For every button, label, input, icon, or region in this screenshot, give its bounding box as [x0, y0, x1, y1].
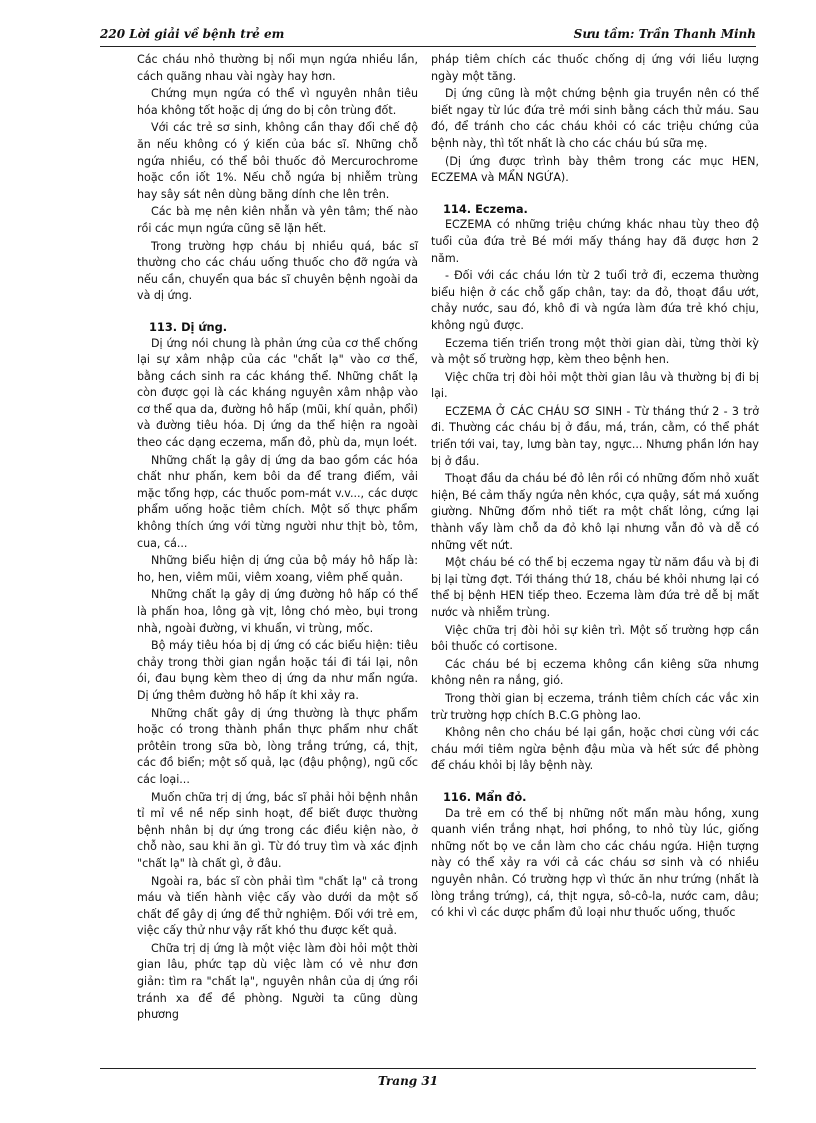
paragraph: Chữa trị dị ứng là một việc làm đòi hỏi một thời gian lâu, phức tạp dù việc làm có vẻ như đơn giản: tìm ra "chất lạ", nguyên nhân của dị ứng rồi tránh xa để đề phòng. Người ta cũng dùng phương — [137, 941, 418, 1022]
right-column — [431, 52, 759, 923]
paragraph: Các bà mẹ nên kiên nhẫn và yên tâm; thế nào rồi các mụn ngứa cũng sẽ lặn hết. — [137, 205, 418, 235]
page-number: Trang 31 — [377, 1074, 439, 1088]
paragraph: Dị ứng cũng là một chứng bệnh gia truyền nên có thể biết ngay từ lúc đứa trẻ mới sinh bằng cách thử máu. Sau đó, để tránh cho các cháu khỏi có các triệu chứng của bệnh này, thì tốt nhất là cho các cháu bú sữa mẹ. — [431, 87, 759, 150]
paragraph: (Dị ứng được trình bày thêm trong các mục HEN, ECZEMA và MẨN NGỨA). — [431, 154, 759, 185]
paragraph: Dị ứng nói chung là phản ứng của cơ thể chống lại sự xâm nhập của các "chất lạ" vào cơ thể, bằng cách sinh ra các kháng thể. Những chất lạ còn được gọi là các kháng nguyên xâm nhập vào cơ thể qua da, đường hô hấp (mũi, khí quản, phổi) và đường tiêu hóa. Dị ứng da thể hiện ra ngoài theo các dạng eczema, mẩn đỏ, phù da, mụn loét. — [137, 336, 418, 450]
section-heading-113: 113. Dị ứng. — [149, 319, 228, 334]
paragraph: Da trẻ em có thể bị những nốt mẩn màu hồng, xung quanh viền trắng nhạt, hơi phồng, to nhỏ tùy lúc, giống những nốt bọ ve cắn làm cho các cháu ngứa. Hiện tượng này có thể xảy ra với cả các cháu sơ sinh và có nhiều nguyên nhân. Có trường hợp vì thức ăn như trứng (nhất là lòng trắng trứng), cá, thịt ngựa, sô-cô-la, nước cam, dâu; có khi vì các dược phẩm đủ loại như thuốc uống, thuốc — [431, 806, 759, 920]
compiler-credit: Sưu tầm: Trần Thanh Minh — [573, 27, 756, 41]
paragraph: Trong trường hợp cháu bị nhiều quá, bác sĩ thường cho các cháu uống thuốc cho đỡ ngứa và nếu cần, chuyển qua bác sĩ chuyên bệnh ngoài da và dị ứng. — [137, 239, 418, 303]
paragraph: Những chất lạ gây dị ứng da bao gồm các hóa chất như phấn, kem bôi da để trang điểm, vải mặc tổng hợp, các thuốc pom-mát v.v..., các dược phẩm uống hoặc tiêm chích. Một số thực phẩm không thích ứng với từng người như thịt bò, tôm, cua, cá... — [137, 453, 418, 550]
paragraph: Những biểu hiện dị ứng của bộ máy hô hấp là: ho, hen, viêm mũi, viêm xoang, viêm phế quản. — [137, 554, 418, 584]
paragraph: Muốn chữa trị dị ứng, bác sĩ phải hỏi bệnh nhân tỉ mỉ về nề nếp sinh hoạt, để biết được thường bệnh nhân bị dự ứng trong các điều kiện nào, ở chỗ nào, sau khi ăn gì. Từ đó truy tìm và xác định "chất lạ" là chất gì, ở đâu. — [137, 790, 418, 870]
paragraph: Bộ máy tiêu hóa bị dị ứng có các biểu hiện: tiêu chảy trong thời gian ngắn hoặc tái đi tái lại, nôn ói, đau bụng kèm theo dị ứng da như mẩn ngứa. Dị ứng thêm đường hô hấp ít khi xảy ra. — [137, 639, 418, 702]
paragraph: Việc chữa trị đòi hỏi sự kiên trì. Một số trường hợp cần bôi thuốc có cortisone. — [431, 623, 759, 654]
paragraph: Thoạt đầu da cháu bé đỏ lên rồi có những đốm nhỏ xuất hiện, Bé cảm thấy ngứa nên khóc, cựa quậy, sát má xuống giường. Những đốm nhỏ tiết ra một chất lỏng, cứng lại thành vẩy làm chỗ da đỏ khô lại nhưng vẫn đỏ và dễ có những vết nứt. — [431, 472, 759, 552]
header-rule — [100, 46, 756, 47]
paragraph: Eczema tiến triển trong một thời gian dài, từng thời kỳ và một số trường hợp, kèm theo bệnh hen. — [431, 336, 759, 367]
paragraph: Một cháu bé có thể bị eczema ngay từ năm đầu và bị đi bị lại từng đợt. Tới tháng thứ 18, cháu bé khỏi nhưng lại có thể bị bệnh HEN tiếp theo. Eczema làm đứa trẻ dễ bị mất nước và nhiễm trùng. — [431, 556, 759, 619]
paragraph: Trong thời gian bị eczema, tránh tiêm chích các vắc xin trừ trường hợp chích B.C.G phòng lao. — [431, 691, 759, 722]
section-heading-116: 116. Mẩn đỏ. — [443, 789, 527, 804]
section-heading-114: 114. Eczema. — [443, 201, 528, 216]
paragraph: Những chất gây dị ứng thường là thực phẩm hoặc có trong thành phần thực phẩm như chất prôtêin trong sữa bò, lòng trắng trứng, cá, thịt, các đồ biển; một số quả, lạc (đậu phộng), ngũ cốc các loại... — [137, 706, 418, 786]
paragraph: Ngoài ra, bác sĩ còn phải tìm "chất lạ" cả trong máu và tiến hành việc cấy vào dưới da một số chất để gây dị ứng để thử nghiệm. Đối với trẻ em, việc cấy thử như vậy rất khó thu được kết quả. — [137, 874, 418, 938]
paragraph: Việc chữa trị đòi hỏi một thời gian lâu và thường bị đi bị lại. — [431, 370, 759, 401]
paragraph: Không nên cho cháu bé lại gần, hoặc chơi cùng với các cháu mới tiêm ngừa bệnh đậu mùa và hết sức đề phòng để cháu khỏi bị lây bệnh này. — [431, 726, 759, 773]
paragraph: Những chất lạ gây dị ứng đường hô hấp có thể là phấn hoa, lông gà vịt, lông chó mèo, bụi trong nhà, ngoài đường, vi khuẩn, vi trùng, mốc. — [137, 588, 418, 635]
paragraph: - Đối với các cháu lớn từ 2 tuổi trở đi, eczema thường biểu hiện ở các chỗ gấp chân, tay: da đỏ, thoạt đầu ướt, chảy nước, sau đó, khô đi và ngứa làm đứa trẻ khó chịu, không ngủ được. — [431, 269, 759, 332]
paragraph: Với các trẻ sơ sinh, không cần thay đổi chế độ ăn nếu không có ý kiến của bác sĩ. Những chỗ ngứa nhiều, có thể bôi thuốc đỏ Mercurochrome hoặc cồn iốt 1%. Nếu chỗ ngứa bị nhiễm trùng hay sây sát nên dùng băng dính che lên trên. — [137, 121, 418, 201]
paragraph: Các cháu nhỏ thường bị nổi mụn ngứa nhiều lần, cách quãng nhau vài ngày hay hơn. — [137, 53, 418, 83]
paragraph: Chứng mụn ngứa có thể vì nguyên nhân tiêu hóa không tốt hoặc dị ứng do bị côn trùng đốt. — [137, 87, 418, 117]
paragraph: ECZEMA có những triệu chứng khác nhau tùy theo độ tuổi của đứa trẻ Bé mới mấy tháng hay đã được hơn 2 năm. — [431, 218, 759, 265]
paragraph: Các cháu bé bị eczema không cần kiêng sữa nhưng không nên ra nắng, gió. — [431, 657, 759, 688]
paragraph: pháp tiêm chích các thuốc chống dị ứng với liều lượng ngày một tăng. — [431, 53, 759, 83]
book-title: 220 Lời giải về bệnh trẻ em — [100, 27, 285, 41]
left-column — [137, 52, 418, 1025]
page-header — [100, 24, 756, 46]
paragraph: ECZEMA Ở CÁC CHÁU SƠ SINH - Từ tháng thứ 2 - 3 trở đi. Thường các cháu bị ở đầu, má, trán, cằm, có thể phát triển tới vai, tay, lưng bàn tay, ngực... Nhưng phần lớn hay bị ở đầu. — [431, 404, 759, 468]
footer-rule — [100, 1068, 756, 1069]
